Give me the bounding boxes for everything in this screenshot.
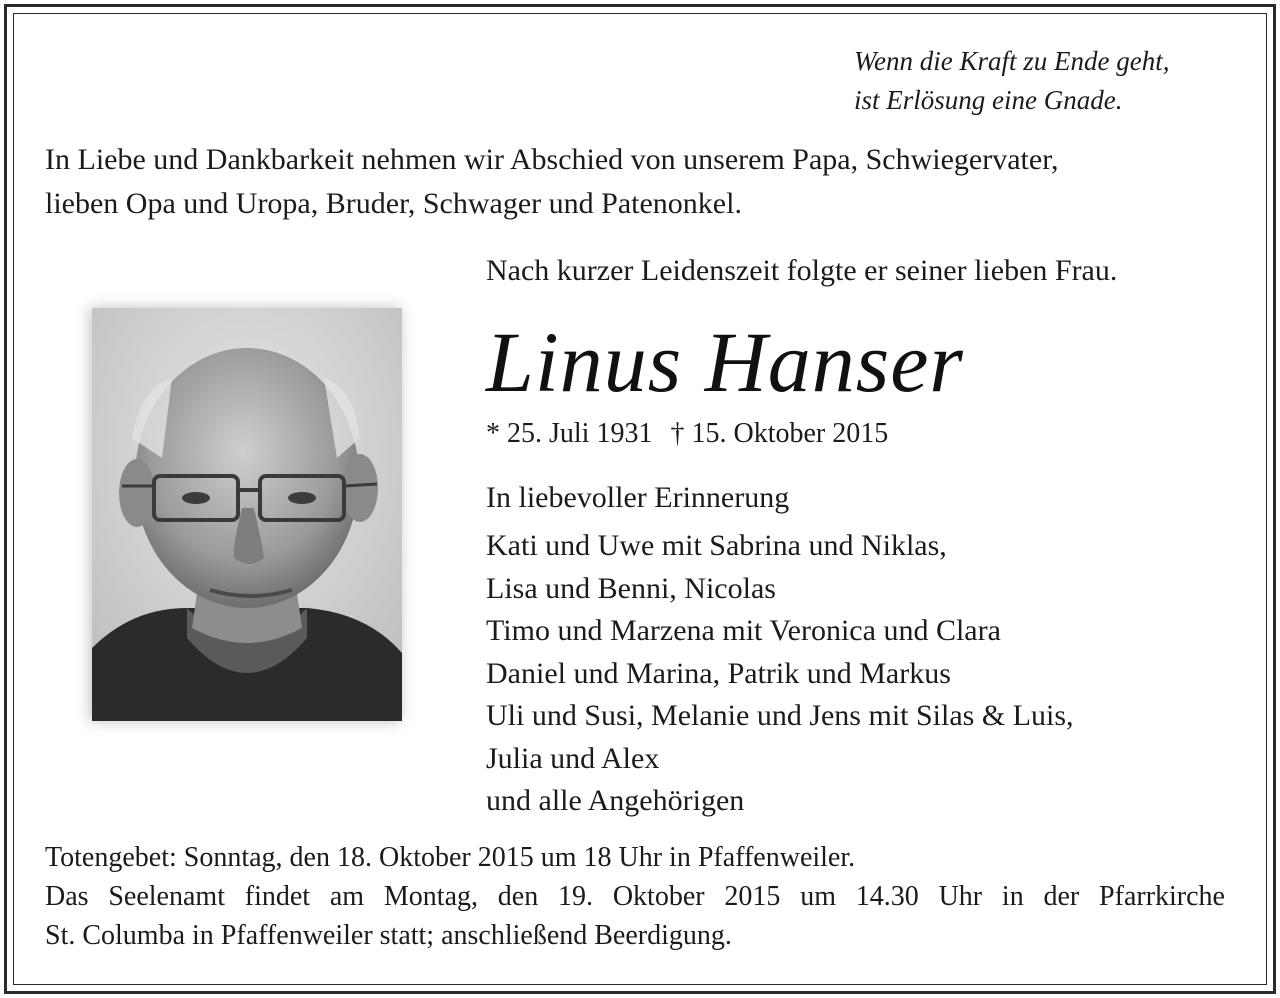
life-dates — [486, 414, 888, 454]
mourner-line: Lisa und Benni, Nicolas — [486, 571, 776, 605]
remembrance-heading: In liebevoller Erinnerung — [486, 481, 790, 514]
mourner-line: Julia und Alex — [486, 741, 660, 775]
motto-quote — [854, 42, 1234, 120]
mourner-line: Timo und Marzena mit Veronica und Clara — [486, 614, 1001, 647]
followed-wife-text: Nach kurzer Leidenszeit folgte er seiner lieben Frau. — [486, 254, 1118, 287]
prayer-info: Totengebet: Sonntag, den 18. Oktober 2015 um 18 Uhr in Pfaffenweiler. — [45, 842, 856, 873]
mourner-line: Kati und Uwe mit Sabrina und Niklas, — [486, 529, 947, 562]
mourner-line: und alle Angehörigen — [486, 784, 745, 817]
requiem-info: Das Seelenamt findet am Montag, den 19. Oktober 2015 um 14.30 Uhr in der Pfarrkirche — [45, 881, 1225, 912]
mourners-list — [486, 525, 1074, 823]
intro-line: lieben Opa und Uropa, Bruder, Schwager und Patenonkel. — [45, 187, 742, 220]
deceased-name: Linus Hanser — [486, 314, 964, 410]
mourner-line: Uli und Susi, Melanie und Jens mit Silas & Luis, — [486, 699, 1074, 732]
death-date: † 15. Oktober 2015 — [670, 418, 889, 449]
service-information — [45, 838, 1225, 955]
intro-line: In Liebe und Dankbarkeit nehmen wir Abschied von unserem Papa, Schwiegervater, — [45, 143, 1059, 176]
motto-line: Wenn die Kraft zu Ende geht, — [854, 46, 1170, 76]
portrait-photo — [92, 308, 402, 721]
birth-date: * 25. Juli 1931 — [486, 418, 653, 449]
intro-text — [45, 138, 1235, 226]
mourner-line: Daniel und Marina, Patrik und Markus — [486, 656, 951, 690]
portrait-image — [92, 308, 402, 721]
requiem-info-continued: St. Columba in Pfaffenweiler statt; anschließend Beerdigung. — [45, 920, 732, 951]
motto-line: ist Erlösung eine Gnade. — [854, 85, 1123, 115]
